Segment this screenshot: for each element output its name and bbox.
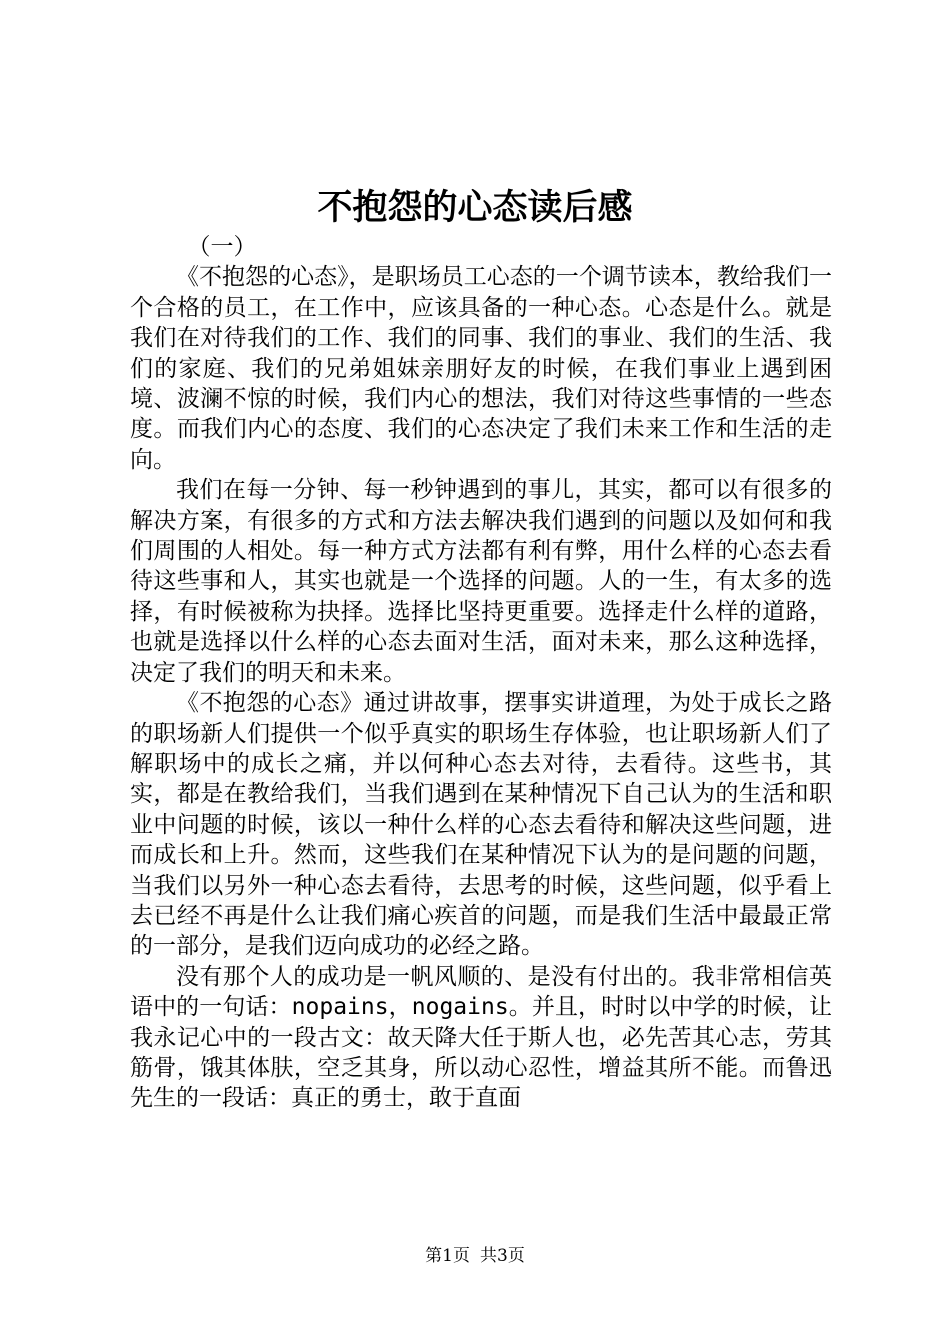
page-footer <box>0 1245 950 1267</box>
paragraph-2: 我们在每一分钟、每一秒钟遇到的事儿，其实，都可以有很多的解决方案，有很多的方式和方法去解决我们遇到的问题以及如何和我们周围的人相处。每一种方式方法都有利有弊，用什么样的心态去看待这些事和人，其实也就是一个选择的问题。人的一生，有太多的选择，有时候被称为抉择。选择比坚持更重要。选择走什么样的道路，也就是选择以什么样的心态去面对生活，面对未来，那么这种选择，决定了我们的明天和未来。 <box>130 477 832 686</box>
document-body <box>130 232 832 1114</box>
document-title: 不抱怨的心态读后感 <box>317 187 633 228</box>
paragraph-4: 没有那个人的成功是一帆风顺的、是没有付出的。我非常相信英语中的一句话：nopains，nogains。并且，时时以中学的时候，让我永记心中的一段古文：故天降大任于斯人也，必先苦其心志，劳其筋骨，饿其体肤，空乏其身，所以动心忍性，增益其所不能。而鲁迅先生的一段话：真正的勇士，敢于直面 <box>130 963 832 1112</box>
paragraph-1: 《不抱怨的心态》，是职场员工心态的一个调节读本，教给我们一个合格的员工，在工作中，应该具备的一种心态。心态是什么。就是我们在对待我们的工作、我们的同事、我们的事业、我们的生活、我们的家庭、我们的兄弟姐妹亲朋好友的时候，在我们事业上遇到困境、波澜不惊的时候，我们内心的想法，我们对待这些事情的一些态度。而我们内心的态度、我们的心态决定了我们未来工作和生活的走向。 <box>130 264 832 473</box>
paragraph-3: 《不抱怨的心态》通过讲故事，摆事实讲道理，为处于成长之路的职场新人们提供一个似乎真实的职场生存体验，也让职场新人们了解职场中的成长之痛，并以何种心态去对待，去看待。这些书，其实，都是在教给我们，当我们遇到在某种情况下自己认为的生活和职业中问题的时候，该以一种什么样的心态去看待和解决这些问题，进而成长和上升。然而，这些我们在某种情况下认为的是问题的问题，当我们以另外一种心态去看待，去思考的时候，这些问题，似乎看上去已经不再是什么让我们痛心疾首的问题，而是我们生活中最最正常的一部分，是我们迈向成功的必经之路。 <box>130 690 832 960</box>
section-marker: （一） <box>187 234 257 260</box>
page-number: 第1页 <box>425 1246 470 1266</box>
page-total: 共3页 <box>480 1246 525 1266</box>
